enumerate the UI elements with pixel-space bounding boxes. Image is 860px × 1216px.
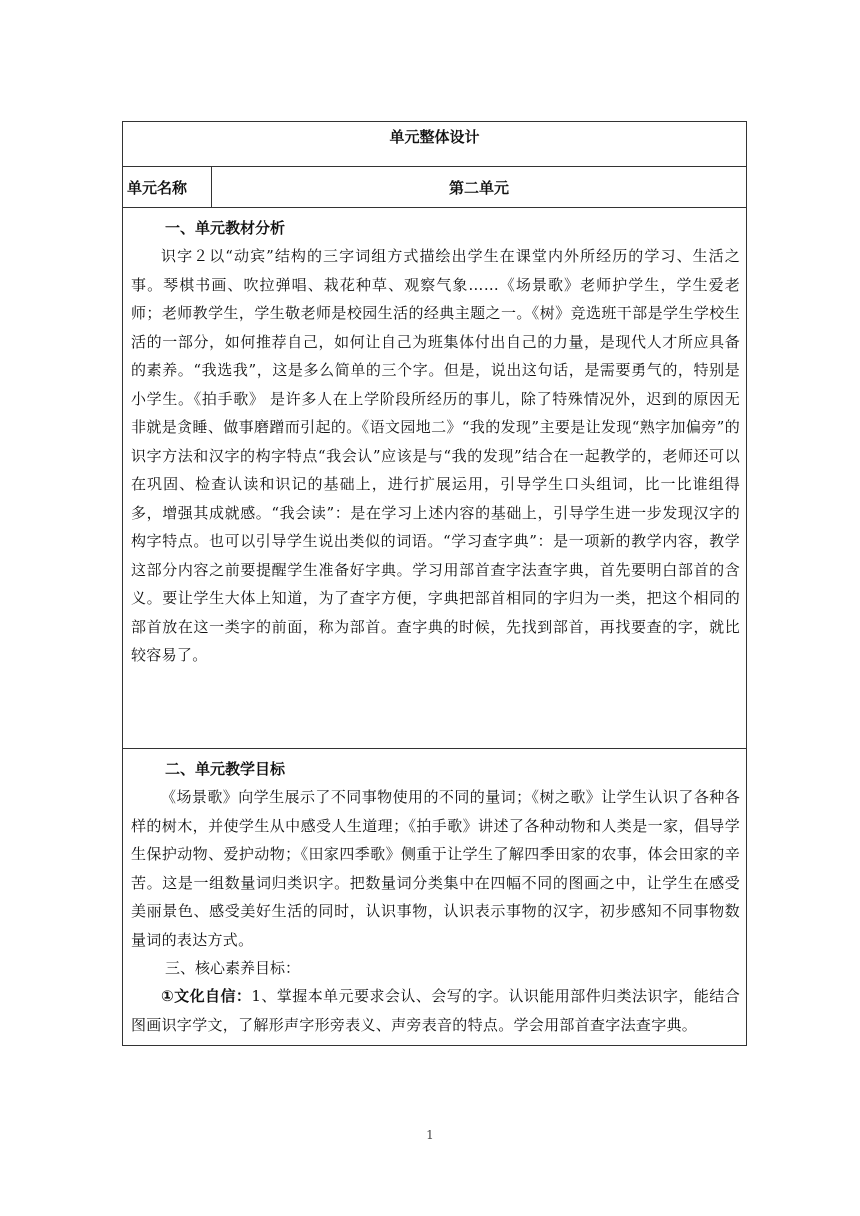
material-analysis-cell: [123, 208, 747, 749]
unit-name-label: 单元名称: [123, 167, 212, 208]
unit-name-row: [123, 167, 747, 208]
teaching-goals-row: [123, 749, 747, 1046]
unit-name-value: 第二单元: [212, 167, 747, 208]
core-literacy-heading: 三、核心素养目标：: [165, 959, 301, 977]
goal-1-lead: ①文化自信：: [161, 987, 252, 1005]
table-title: 单元整体设计: [123, 122, 747, 167]
material-analysis-heading: 一、单元教材分析: [165, 219, 286, 237]
teaching-goals-body: 《场景歌》向学生展示了不同事物使用的不同的量词；《树之歌》让学生认识了各种各样的树木，并使学生从中感受人生道理；《拍手歌》讲述了各种动物和人类是一家，倡导学生保护动物、爱护动物；《田家四季歌》侧重于让学生了解四季田家的农事，体会田家的辛苦。这是一组数量词归类识字。把数量词分类集中在四幅不同的图画之中，让学生在感受美丽景色、感受美好生活的同时，认识事物，认识表示事物的汉字，初步感知不同事物数量词的表达方式。: [131, 788, 741, 949]
unit-design-table: [122, 121, 747, 1046]
material-analysis-row: [123, 208, 747, 749]
goal-1-body: 1、掌握本单元要求会认、会写的字。认识能用部件归类法识字，能结合图画识字学文，了解形声字形旁表义、声旁表音的特点。学会用部首查字法查字典。: [131, 987, 740, 1034]
core-literacy-goal-1: [131, 982, 740, 1039]
teaching-goals-heading: 二、单元教学目标: [165, 760, 286, 778]
teaching-goals-cell: [123, 749, 747, 1046]
table-title-row: [123, 122, 747, 167]
page-number: 1: [426, 1128, 434, 1142]
material-analysis-body: 识字２以“动宾”结构的三字词组方式描绘出学生在课堂内外所经历的学习、生活之事。琴棋书画、吹拉弹唱、栽花种草、观察气象……《场景歌》老师护学生，学生爱老师；老师教学生，学生敬老师是校园生活的经典主题之一。《树》竞选班干部是学生学校生活的一部分，如何推荐自己，如何让自己为班集体付出自己的力量，是现代人才所应具备的素养。“我选我”，这是多么简单的三个字。但是，说出这句话，是需要勇气的，特别是小学生。《拍手歌》 是许多人在上学阶段所经历的事儿，除了特殊情况外，迟到的原因无非就是贪睡、做事磨蹭而引起的。《语文园地二》“我的发现”主要是让发现“熟字加偏旁”的识字方法和汉字的构字特点“我会认”应该是与“我的发现”结合在一起教学的，老师还可以在巩固、检查认读和识记的基础上，进行扩展运用，引导学生口头组词，比一比谁组得多，增强其成就感。“我会读”：是在学习上述内容的基础上，引导学生进一步发现汉字的构字特点。也可以引导学生说出类似的词语。“学习查字典”：是一项新的教学内容，教学这部分内容之前要提醒学生准备好字典。学习用部首查字法查字典，首先要明白部首的含义。要让学生大体上知道，为了查字方便，字典把部首相同的字归为一类，把这个相同的部首放在这一类字的前面，称为部首。查字典的时候，先找到部首，再找要查的字，就比较容易了。: [131, 247, 741, 664]
